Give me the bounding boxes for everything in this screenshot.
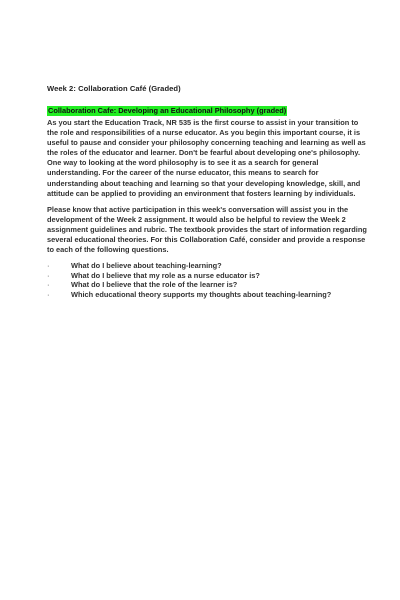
question-text: What do I believe that my role as a nurse educator is? (71, 270, 260, 280)
list-item (47, 271, 367, 281)
document-page (47, 84, 367, 300)
section-title-wrapper (47, 100, 367, 118)
list-item (47, 290, 367, 300)
section-title: Collaboration Cafe: Developing an Educational Philosophy (graded) (48, 106, 287, 115)
question-text: What do I believe that the role of the learner is? (71, 280, 238, 290)
list-item (47, 280, 367, 290)
bullet-icon: · (47, 290, 50, 299)
intro-paragraph: As you start the Education Track, NR 535 is the first course to assist in your transition to the role and responsibilities of a nurse educator. As you begin this important course, it is useful to pause and consider your philosophy concerning teaching and learning as well as the roles of the educator and learner. Don't be fearful about developing one's philosophy. One way to looking at the word philosophy is to see it as a search for general understanding. For the career of the nurse educator, this means to search for understanding about teaching and learning so that your developing knowledge, skill, and attitude can be applied to providing an environment that fosters learning by individuals. (47, 118, 366, 198)
question-list (47, 261, 367, 299)
bullet-icon: · (47, 261, 50, 271)
bullet-icon: · (47, 280, 50, 290)
week-title: Week 2: Collaboration Café (Graded) (47, 84, 181, 93)
question-text: Which educational theory supports my thoughts about teaching-learning? (71, 290, 332, 299)
list-item (47, 261, 367, 271)
question-text: What do I believe about teaching-learning? (71, 261, 222, 271)
instructions-paragraph: Please know that active participation in this week's conversation will assist you in the development of the Week 2 assignment. It would also be helpful to review the Week 2 assignment guidelines and rubric. The textbook provides the start of information regarding several educational theories. For this Collaboration Café, consider and provide a response to each of the following questions. (47, 204, 367, 255)
bullet-icon: · (47, 270, 50, 280)
